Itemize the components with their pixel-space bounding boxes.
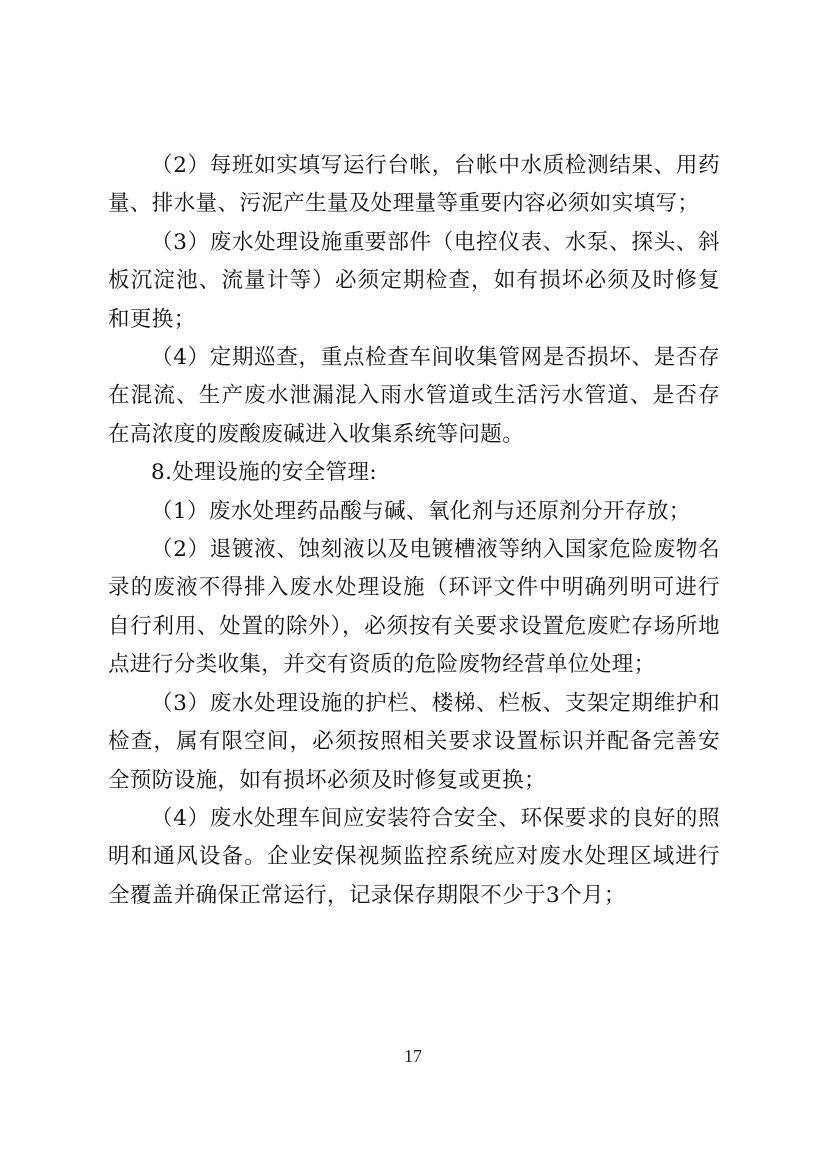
paragraph-item-3-inspection: （3）废水处理设施重要部件（电控仪表、水泵、探头、斜板沉淀池、流量计等）必须定期检查，如有损坏必须及时修复和更换； [108, 229, 720, 332]
document-body [108, 147, 720, 915]
paragraph-item-1-storage: （1）废水处理药品酸与碱、氧化剂与还原剂分开存放； [151, 498, 691, 524]
paragraph-item-2-hazardous-waste: （2）退镀液、蚀刻液以及电镀槽液等纳入国家危险废物名录的废液不得排入废水处理设施（环评文件中明确列明可进行自行利用、处置的除外），必须按有关要求设置危废贮存场所地点进行分类收集，并交有资质的危险废物经营单位处理； [108, 537, 720, 678]
page-number: 17 [404, 1046, 422, 1066]
paragraph-item-4-lighting: （4）废水处理车间应安装符合安全、环保要求的良好的照明和通风设备。企业安保视频监控系统应对废水处理区域进行全覆盖并确保正常运行，记录保存期限不少于3个月； [108, 805, 720, 908]
paragraph-item-4-patrol: （4）定期巡查，重点检查车间收集管网是否损坏、是否存在混流、生产废水泄漏混入雨水管道或生活污水管道、是否存在高浓度的废酸废碱进入收集系统等问题。 [108, 345, 720, 447]
section-heading-safety-management: 8.处理设施的安全管理: [151, 460, 378, 486]
paragraph-item-3-railings: （3）废水处理设施的护栏、楼梯、栏板、支架定期维护和检查，属有限空间，必须按照相关要求设置标识并配备完善安全预防设施，如有损坏必须及时修复或更换； [108, 690, 720, 793]
paragraph-item-2-ledger: （2）每班如实填写运行台帐，台帐中水质检测结果、用药量、排水量、污泥产生量及处理量等重要内容必须如实填写； [108, 153, 720, 217]
